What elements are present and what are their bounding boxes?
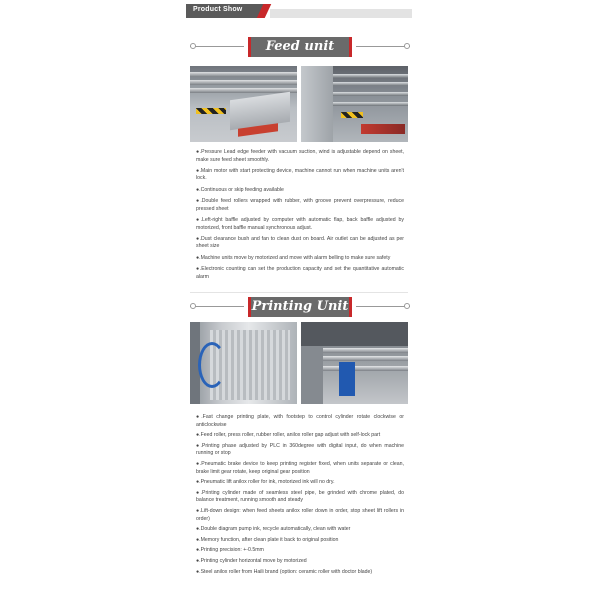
list-item: ●.Printing cylinder horizontal move by motorized (196, 557, 307, 564)
title-dot-right (404, 303, 410, 309)
title-line-left (190, 306, 244, 307)
list-item: ●.Printing cylinder made of seamless steel pipe, be grinded with chrome plated, do balance treatment, running smooth and steady (196, 489, 404, 504)
list-item: ●.Left-right baffle adjusted by computer with automatic flap, back baffle adjusted by motorized, front baffle manual synchronous adjust. (196, 216, 404, 231)
list-item: ●.Double feed rollers wrapped with rubber, with groove prevent overpressure, reduce pressed sheet (196, 198, 404, 212)
printing-unit-photo-2 (301, 322, 408, 404)
title-dot-left (190, 303, 196, 309)
title-box (248, 297, 352, 317)
list-item: ●.Double diagram pump ink, recycle automatically, clean with water (196, 526, 351, 533)
list-item: ●.Lift-down design: when feed sheets anilox roller down in order, stop sheet lift rollers in order) (196, 507, 404, 522)
title-dot-left (190, 43, 196, 49)
product-show-header (186, 4, 412, 18)
title-line-right (356, 306, 410, 307)
header-title: Product Show (193, 6, 243, 13)
list-item: ●.Pneumatic brake device to keep printing register fixed, when units separate or clean, brake limit gear rotate, keep original gear position (196, 460, 404, 475)
feed-unit-section-title (190, 37, 410, 57)
list-item: ●.Printing phase adjusted by PLC in 360degree with digital input, do when machine running or stop (196, 442, 404, 457)
list-item: ●.Machine units move by motorized and move with alarm belling to make sure safety (196, 254, 391, 261)
list-item: ●.Fast change printing plate, with footstep to control cylinder rotate clockwise or anticlockwise (196, 414, 404, 428)
list-item: ●.Printing precision: +-0.5mm (196, 547, 264, 554)
feed-unit-photo-2 (301, 66, 408, 142)
title-box (248, 37, 352, 57)
list-item: ●.Pneumatic lift anilox roller for ink, motorized ink will no dry. (196, 479, 335, 486)
list-item: ●.Memory function, after clean plate it back to original position (196, 536, 339, 543)
printing-unit-title: Printing Unit (251, 299, 349, 314)
list-item: ●.Continuous or skip feeding available (196, 186, 284, 193)
section-divider (190, 292, 408, 293)
list-item: ●.Steel anilox roller from Haili brand (option: ceramic roller with doctor blade) (196, 568, 373, 575)
printing-unit-feature-list (196, 414, 404, 579)
title-dot-right (404, 43, 410, 49)
header-gray-bar (270, 9, 412, 18)
list-item: ●.Feed roller, press roller, rubber roller, anilox roller gap adjust with self-lock part (196, 432, 381, 439)
title-line-left (190, 46, 244, 47)
list-item: ●.Electronic counting can set the production capacity and set the quantitative automatic alarm (196, 265, 404, 280)
feed-unit-feature-list (196, 149, 404, 285)
list-item: ●.Dust clearance bush and fan to clean dust on board. Air outlet can be adjusted as per sheet size (196, 235, 404, 250)
list-item: ●.Main motor with start protecting device, machine cannot run when machine units aren't lock. (196, 167, 404, 182)
printing-unit-section-title (190, 297, 410, 317)
title-line-right (356, 46, 410, 47)
list-item: ●.Pressure Lead edge feeder with vacuum suction, wind is adjustable depend on sheet, make sure feed sheet smoothly. (196, 149, 404, 163)
printing-unit-photo-1 (190, 322, 297, 404)
feed-unit-title: Feed unit (265, 39, 335, 54)
feed-unit-photo-1 (190, 66, 297, 142)
